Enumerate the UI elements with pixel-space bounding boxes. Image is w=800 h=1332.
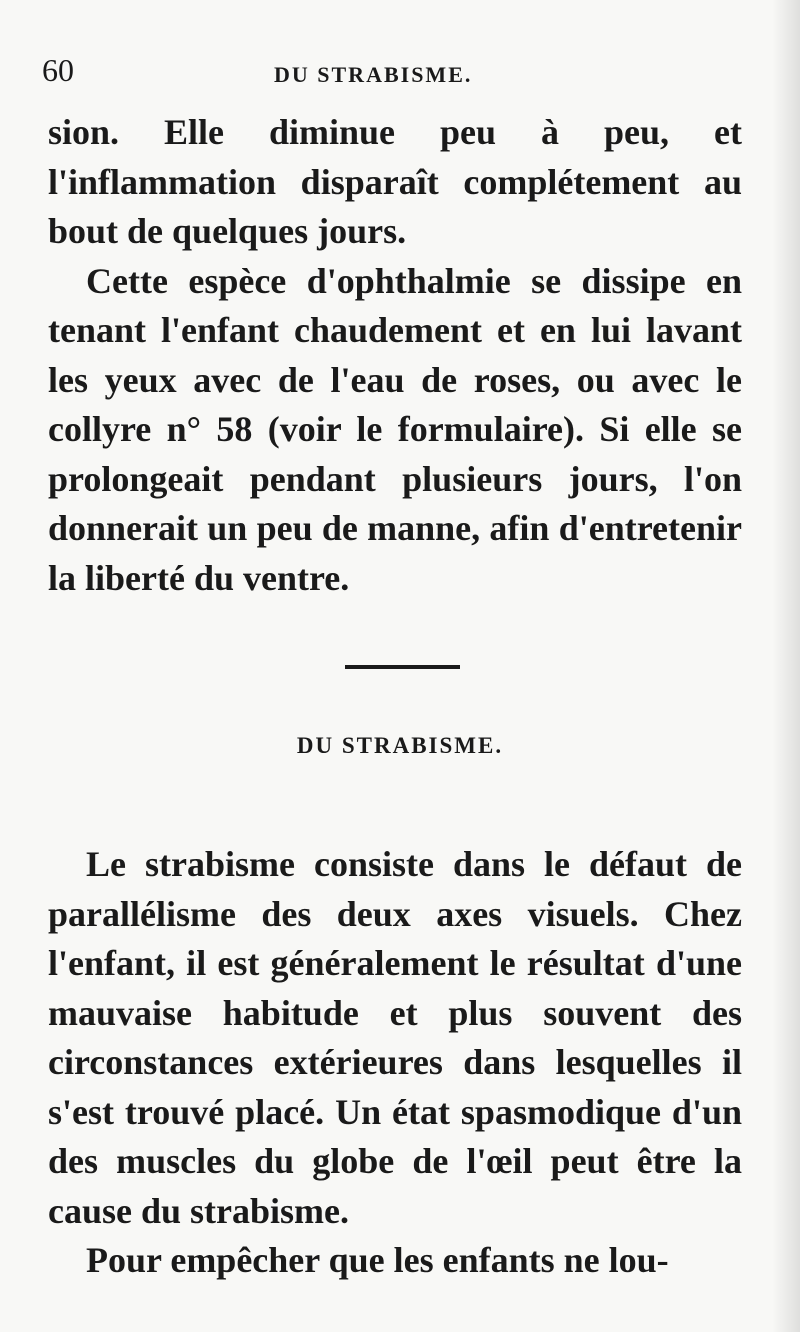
page-edge-shadow — [772, 0, 800, 1332]
running-title: DU STRABISME. — [274, 62, 473, 87]
page-number: 60 — [42, 52, 74, 88]
section-divider — [345, 665, 460, 669]
section-title: DU STRABISME. — [296, 733, 504, 758]
paragraph-definition: Le strabisme consiste dans le défaut de parallélisme des deux axes visuels. Chez l'enfant, il est généralement le résultat d'une mauvaise habitude et plus souvent des circonstances extérieures dans lesquelles il s'est trouvé placé. Un état spasmodique d'un des muscles du globe de l'œil peut être la cause du strabisme. — [48, 844, 742, 1231]
paragraph-treatment: Cette espèce d'ophthalmie se dissipe en tenant l'enfant chaudement et en lui lavant les yeux avec de l'eau de roses, ou avec le collyre n° 58 (voir le formulaire). Si elle se prolongeait pendant plusieurs jours, l'on donnerait un peu de manne, afin d'entretenir la liberté du ventre. — [48, 260, 742, 598]
text-block-ophthalmie — [48, 108, 742, 603]
running-head — [42, 52, 742, 92]
text-block-strabisme — [48, 840, 742, 1286]
paragraph-prevention: Pour empêcher que les enfants ne lou- — [86, 1240, 669, 1280]
paragraph-continuation: sion. Elle diminue peu à peu, et l'inflammation disparaît complétement au bout de quelques jours. — [48, 112, 742, 251]
